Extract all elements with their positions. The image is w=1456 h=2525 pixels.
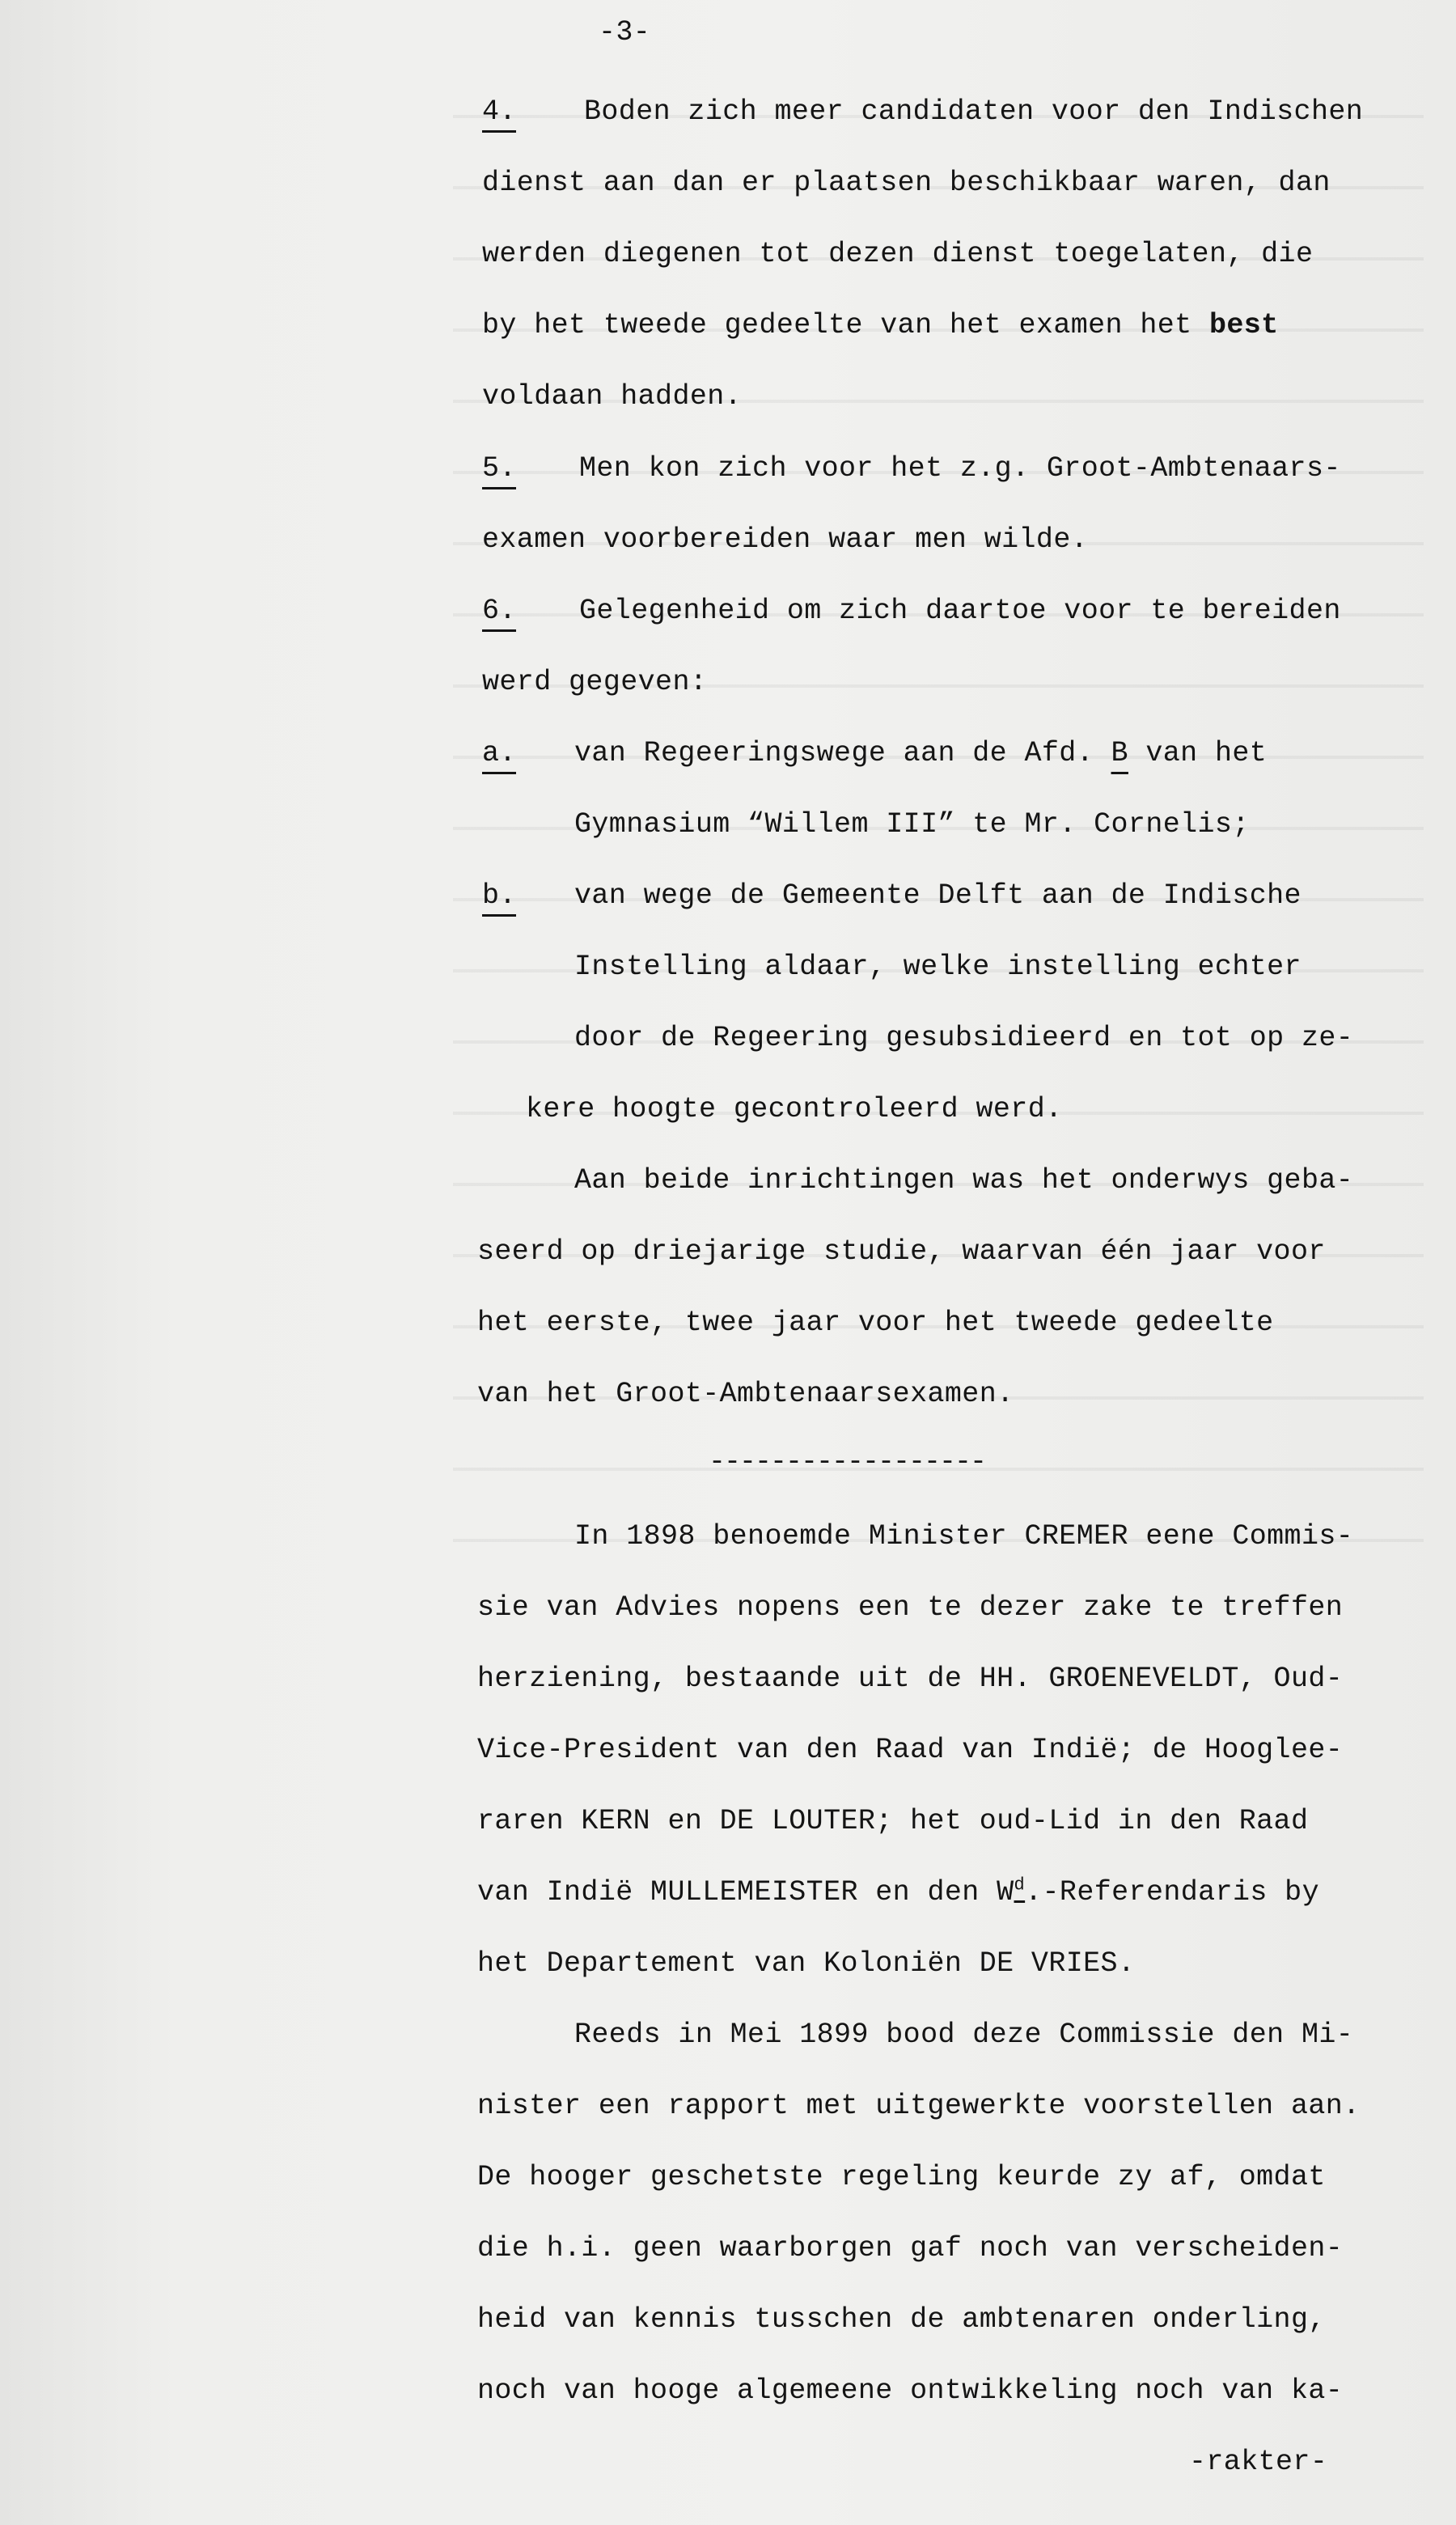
text-line: dienst aan dan er plaatsen beschikbaar waren, dan <box>482 167 1331 199</box>
text-line: het eerste, twee jaar voor het tweede gedeelte <box>477 1307 1274 1339</box>
underlined-letter: B <box>1111 737 1128 769</box>
text-line: Gymnasium “Willem III” te Mr. Cornelis; <box>574 808 1250 841</box>
text-span: van Indië MULLEMEISTER en den W <box>477 1876 1014 1909</box>
text-line: seerd op driejarige studie, waarvan één jaar voor <box>477 1235 1326 1268</box>
sub-item-a: a. <box>482 737 517 769</box>
text-line: sie van Advies nopens een te dezer zake te treffen <box>477 1591 1344 1624</box>
text-line <box>574 735 1267 771</box>
text-line: heid van kennis tusschen de ambtenaren onderling, <box>477 2303 1326 2336</box>
superscript: d <box>1014 1875 1026 1896</box>
text-line: In 1898 benoemde Minister CREMER eene Commis- <box>574 1520 1354 1553</box>
text-line: van wege de Gemeente Delft aan de Indische <box>574 879 1302 912</box>
text-line: werden diegenen tot dezen dienst toegelaten, die <box>482 238 1314 270</box>
page-number: -3- <box>599 16 651 49</box>
text-line: Men kon zich voor het z.g. Groot-Ambtenaars- <box>579 452 1341 485</box>
text-span: by het tweede gedeelte van het examen het <box>482 309 1209 341</box>
item-number-4: 4. <box>482 95 517 128</box>
text-line: examen voorbereiden waar men wilde. <box>482 523 1089 556</box>
text-line <box>477 1875 1319 1910</box>
text-line: Aan beide inrichtingen was het onderwys geba- <box>574 1164 1354 1197</box>
text-line: kere hoogte gecontroleerd werd. <box>526 1093 1063 1125</box>
bold-word: best <box>1208 309 1279 341</box>
sub-item-b: b. <box>482 879 517 912</box>
text-line: het Departement van Koloniën DE VRIES. <box>477 1947 1136 1980</box>
text-line: noch van hooge algemeene ontwikkeling noch van ka- <box>477 2375 1344 2407</box>
text-line: Boden zich meer candidaten voor den Indischen <box>584 95 1364 128</box>
text-span: van het <box>1128 737 1268 769</box>
item-number-6: 6. <box>482 595 517 627</box>
text-line: De hooger geschetste regeling keurde zy af, omdat <box>477 2161 1326 2193</box>
text-line: Vice-President van den Raad van Indië; de Hooglee- <box>477 1734 1344 1766</box>
text-span: van Regeeringswege aan de Afd. <box>574 737 1111 769</box>
text-span: .-Referendaris by <box>1025 1876 1319 1909</box>
text-line: raren KERN en DE LOUTER; het oud-Lid in den Raad <box>477 1805 1309 1837</box>
text-line: van het Groot-Ambtenaarsexamen. <box>477 1378 1014 1410</box>
text-line: Reeds in Mei 1899 bood deze Commissie den Mi- <box>574 2019 1354 2051</box>
text-line: nister een rapport met uitgewerkte voorstellen aan. <box>477 2090 1361 2122</box>
text-line: werd gegeven: <box>482 666 708 698</box>
text-line: door de Regeering gesubsidieerd en tot op ze- <box>574 1022 1354 1054</box>
text-line: Instelling aldaar, welke instelling echter <box>574 951 1302 983</box>
section-separator: ------------------ <box>709 1446 986 1478</box>
item-number-5: 5. <box>482 452 517 485</box>
text-line: herziening, bestaande uit de HH. GROENEVELDT, Oud- <box>477 1663 1344 1695</box>
text-line: voldaan hadden. <box>482 380 743 413</box>
text-line: Gelegenheid om zich daartoe voor te bereiden <box>579 595 1341 627</box>
catchword: -rakter- <box>1189 2446 1328 2478</box>
text-line: die h.i. geen waarborgen gaf noch van verscheiden- <box>477 2232 1344 2264</box>
text-line <box>482 307 1279 343</box>
